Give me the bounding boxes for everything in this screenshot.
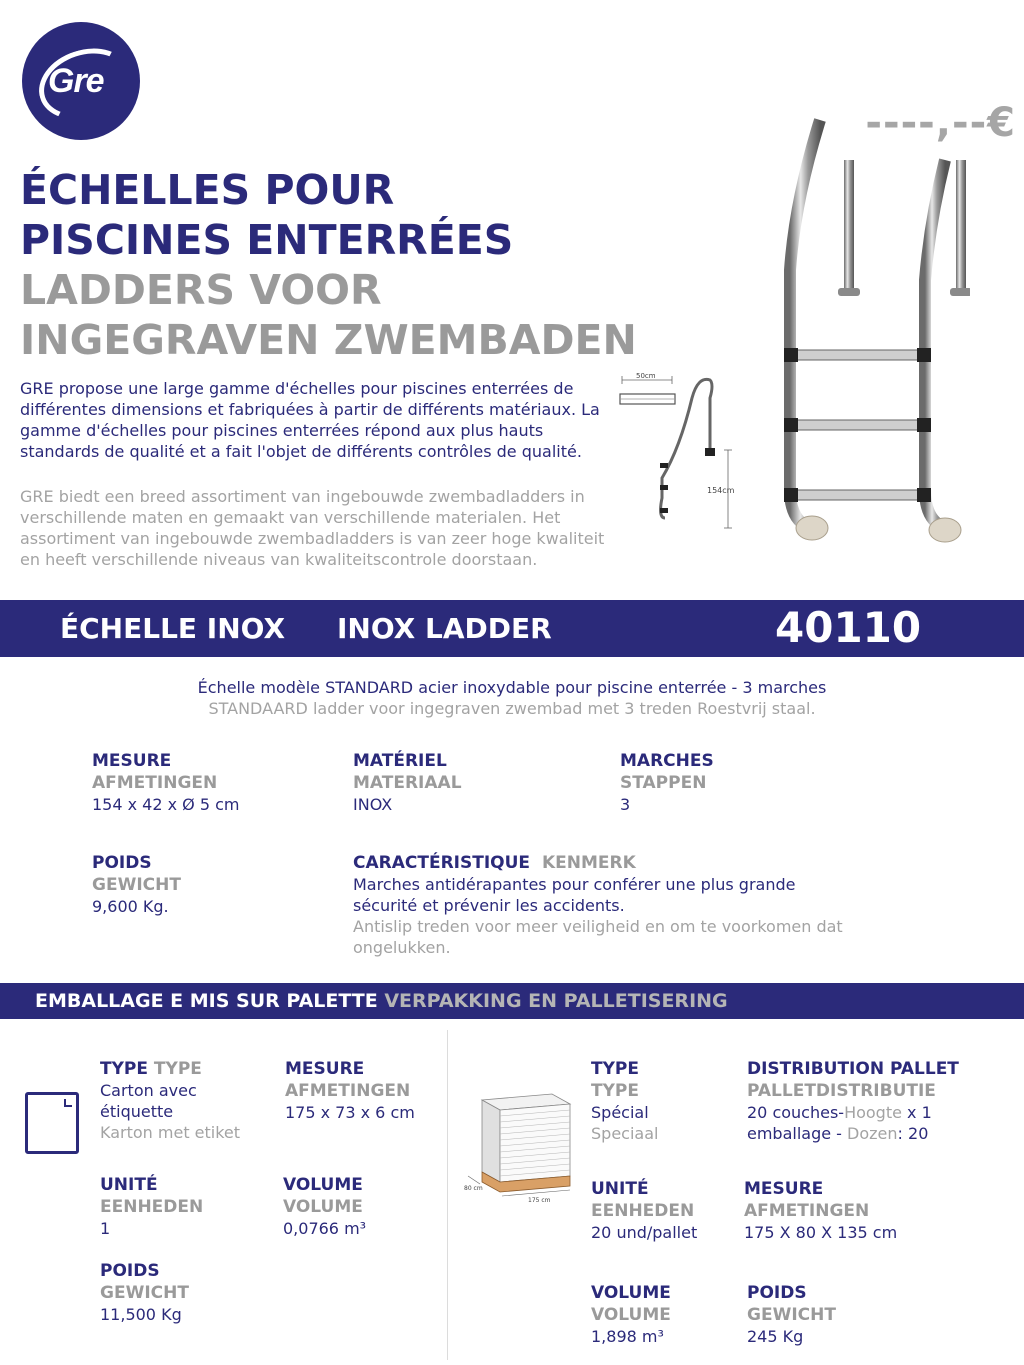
spec-marches-label-nl: STAPPEN [620,773,707,793]
box-type-label-fr: TYPE [100,1059,148,1079]
pallet-distribution-l2c: : 20 [897,1124,929,1143]
spec-poids-label-fr: POIDS [92,853,152,873]
spec-materiel-label-nl: MATERIAAL [353,773,462,793]
box-unite [100,1174,203,1239]
pallet-type [591,1058,658,1144]
title-fr-line1: ÉCHELLES POUR [20,166,395,214]
box-type [100,1058,270,1143]
pallet-distribution-label-nl: PALLETDISTRIBUTIE [747,1081,936,1101]
box-volume-label-nl: VOLUME [283,1197,363,1217]
page-title-fr [20,165,640,265]
pallet-type-label-fr: TYPE [591,1059,639,1079]
pallet-unite-label-fr: UNITÉ [591,1179,649,1199]
pallet-mesure-label-fr: MESURE [744,1179,824,1199]
spec-materiel [353,750,462,815]
pallet-unite-label-nl: EENHEDEN [591,1201,695,1221]
box-volume [283,1174,366,1239]
box-volume-label-fr: VOLUME [283,1175,363,1195]
pallet-poids [747,1282,836,1347]
spec-marches-label-fr: MARCHES [620,751,714,771]
box-poids-label-nl: GEWICHT [100,1283,189,1303]
title-nl-line2: INGEGRAVEN ZWEMBADEN [20,316,637,364]
spec-caracteristique-label-nl: KENMERK [541,853,636,873]
box-mesure-value: 175 x 73 x 6 cm [285,1103,415,1122]
spec-poids [92,852,181,917]
ladder-dimension-diagram [610,368,760,538]
box-mesure [285,1058,415,1123]
product-description-nl: STANDAARD ladder voor ingegraven zwembad met 3 treden Roestvrij staal. [208,699,816,718]
pallet-volume [591,1282,671,1347]
pallet-volume-label-fr: VOLUME [591,1283,671,1303]
product-name-nl: INOX LADDER [337,612,552,645]
spec-marches-value: 3 [620,795,631,814]
carton-box-icon [25,1092,79,1154]
diagram-height-label: 154cm [707,486,735,495]
pallet-mesure-value: 175 X 80 X 135 cm [744,1223,898,1242]
pallet-mesure [744,1178,897,1243]
pallet-icon [462,1090,582,1210]
spec-materiel-label-fr: MATÉRIEL [353,751,447,771]
box-unite-label-nl: EENHEDEN [100,1197,204,1217]
packaging-title-fr: EMBALLAGE E MIS SUR PALETTE [35,990,378,1012]
pallet-unite-value: 20 und/pallet [591,1223,698,1242]
product-name-fr: ÉCHELLE INOX [60,612,286,645]
pallet-distribution-l1c: x 1 [901,1103,932,1122]
spec-mesure-value: 154 x 42 x Ø 5 cm [92,795,240,814]
box-unite-value: 1 [100,1219,111,1238]
box-type-label-nl: TYPE [153,1059,202,1079]
pallet-volume-label-nl: VOLUME [591,1305,671,1325]
spec-poids-value: 9,600 Kg. [92,897,169,916]
spec-mesure-label-fr: MESURE [92,751,172,771]
intro-text-nl: GRE biedt een breed assortiment van ingebouwde zwembadladders in verschillende maten en gemaakt van verschillende materialen. Het assortiment van ingebouwde zwembadladders is van zeer hoge kwaliteit en heeft verschillende niveaus van kwaliteitscontrole doorstaan. [20,487,605,569]
inox-ladder-image [770,110,970,550]
product-description-fr: Échelle modèle STANDARD acier inoxydable pour piscine enterrée - 3 marches [197,678,827,697]
intro-text-fr: GRE propose une large gamme d'échelles pour piscines enterrées de différentes dimensions et fabriquées à partir de différents matériaux. La gamme d'échelles pour piscines enterrées répond aux plus hauts standards de qualité et a fait l'objet de différents contrôles de qualité. [20,379,600,461]
box-volume-value: 0,0766 m³ [283,1219,367,1238]
pallet-type-label-nl: TYPE [591,1081,639,1101]
title-nl-line1: LADDERS VOOR [20,266,382,314]
pallet-distribution [747,1058,1017,1144]
pallet-distribution-l2b: Dozen [847,1124,898,1143]
logo-text: Gre [48,62,104,100]
spec-materiel-value: INOX [353,795,393,814]
pallet-poids-label-fr: POIDS [747,1283,807,1303]
box-poids [100,1260,189,1325]
box-mesure-label-fr: MESURE [285,1059,365,1079]
box-mesure-label-nl: AFMETINGEN [285,1081,411,1101]
spec-caracteristique-label-fr: CARACTÉRISTIQUE [353,853,531,873]
diagram-width-label: 50cm [636,372,656,380]
packaging-title-nl: VERPAKKING EN PALLETISERING [384,990,728,1012]
title-fr-line2: PISCINES ENTERRÉES [20,216,514,264]
box-poids-label-fr: POIDS [100,1261,160,1281]
spec-mesure-label-nl: AFMETINGEN [92,773,218,793]
pallet-unite [591,1178,697,1243]
pallet-mesure-label-nl: AFMETINGEN [744,1201,870,1221]
spec-caracteristique-value-fr: Marches antidérapantes pour conférer une plus grande sécurité et prévenir les accidents. [353,875,796,915]
box-poids-value: 11,500 Kg [100,1305,182,1324]
pallet-distribution-label-fr: DISTRIBUTION PALLET [747,1059,959,1079]
pallet-side-label: 80 cm [464,1185,483,1192]
pallet-distribution-l2a: emballage - [747,1124,848,1143]
pallet-distribution-l1a: 20 couches- [747,1103,845,1122]
packaging-divider [447,1030,448,1360]
pallet-type-value-nl: Speciaal [591,1124,659,1143]
pallet-distribution-l1b: Hoogte [844,1103,902,1122]
spec-caracteristique-value-nl: Antislip treden voor meer veiligheid en om te voorkomen dat ongelukken. [353,917,843,957]
spec-marches [620,750,714,815]
pallet-poids-label-nl: GEWICHT [747,1305,836,1325]
pallet-type-value-fr: Spécial [591,1103,649,1122]
gre-logo [22,22,140,140]
spec-mesure [92,750,240,815]
product-header-band [0,600,1024,657]
pallet-front-label: 175 cm [528,1197,551,1204]
product-reference: 40110 [775,603,922,652]
packaging-header-band [0,983,1024,1019]
price: ----,--€ [865,100,1016,146]
pallet-volume-value: 1,898 m³ [591,1327,664,1346]
box-type-value-nl: Karton met etiket [100,1123,241,1142]
spec-caracteristique [353,852,863,958]
box-type-value-fr: Carton avec étiquette [100,1081,197,1121]
box-unite-label-fr: UNITÉ [100,1175,158,1195]
page-title-nl [20,265,660,365]
spec-poids-label-nl: GEWICHT [92,875,181,895]
pallet-poids-value: 245 Kg [747,1327,804,1346]
